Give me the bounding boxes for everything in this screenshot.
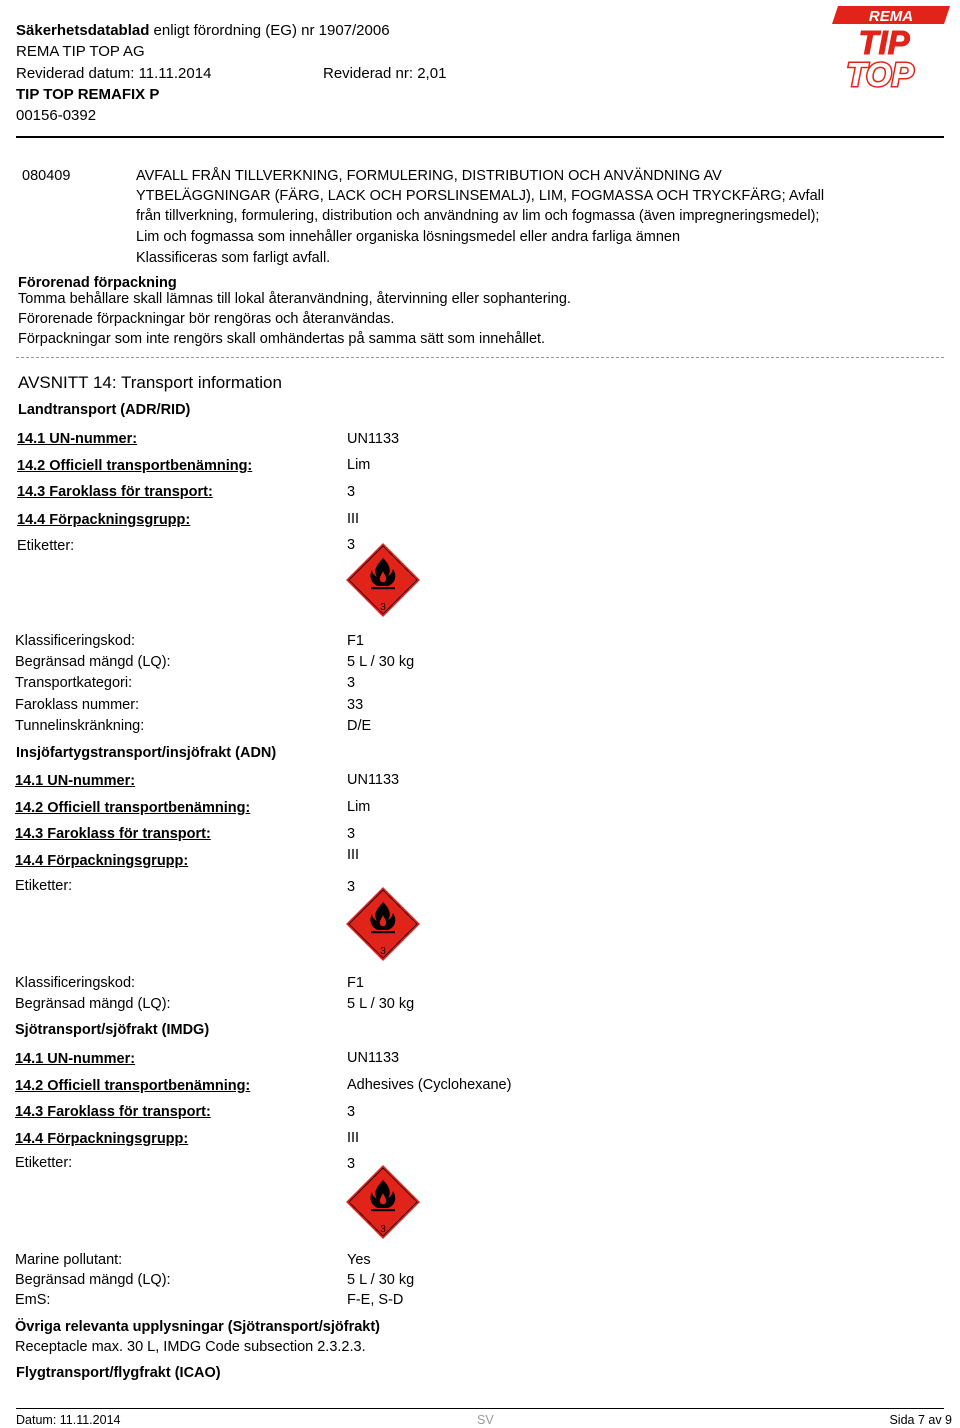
adr-name-value: Lim (347, 457, 371, 473)
adr-extra-label: Faroklass nummer: (15, 697, 140, 713)
imdg-group-label: 14.4 Förpackningsgrupp: (15, 1131, 189, 1147)
diamond-class-number: 3 (380, 1224, 386, 1235)
adr-extra-value: 33 (347, 697, 364, 713)
icao-title: Flygtransport/flygfrakt (ICAO) (16, 1365, 221, 1381)
packaging-line: Förorenade förpackningar bör rengöras och återanvändas. (18, 311, 395, 327)
adn-group-label: 14.4 Förpackningsgrupp: (15, 853, 189, 869)
header-rule (16, 136, 944, 138)
adr-extra-label: Klassificeringskod: (15, 633, 136, 649)
imdg-title: Sjötransport/sjöfrakt (IMDG) (15, 1022, 210, 1038)
footer-language: SV (477, 1413, 494, 1427)
adr-labels-key: Etiketter: (17, 538, 75, 554)
imdg-extra-value: F-E, S-D (347, 1292, 404, 1308)
footer-page-number: Sida 7 av 9 (889, 1413, 952, 1427)
company-name: REMA TIP TOP AG (16, 43, 145, 60)
adn-extra-value: F1 (347, 975, 364, 991)
diamond-class-number: 3 (380, 602, 386, 613)
adr-title: Landtransport (ADR/RID) (18, 402, 191, 418)
adr-extra-value: F1 (347, 633, 364, 649)
adr-group-value: III (347, 511, 360, 527)
document-title: Säkerhetsdatablad enligt förordning (EG) nr 1907/2006 (16, 22, 390, 39)
adr-un-value: UN1133 (347, 431, 400, 447)
product-name: TIP TOP REMAFIX P (16, 86, 160, 103)
imdg-extra-label: EmS: (15, 1292, 51, 1308)
waste-line: YTBELÄGGNINGAR (FÄRG, LACK OCH PORSLINSEMALJ), LIM, FOGMASSA OCH TRYCKFÄRG; Avfall (136, 188, 825, 204)
adr-extra-label: Transportkategori: (15, 675, 133, 691)
section-divider (16, 357, 944, 358)
footer-date: Datum: 11.11.2014 (16, 1413, 121, 1427)
packaging-title: Förorenad förpackning (18, 275, 177, 291)
logo-top-text: TOP (846, 56, 914, 92)
adn-class-value: 3 (347, 826, 356, 842)
product-code: 00156-0392 (16, 107, 97, 124)
packaging-line: Tomma behållare skall lämnas till lokal återanvändning, återvinning eller sophantering. (18, 291, 571, 307)
imdg-extra-label: Marine pollutant: (15, 1252, 123, 1268)
adr-group-label: 14.4 Förpackningsgrupp: (17, 512, 191, 528)
adn-extra-label: Klassificeringskod: (15, 975, 136, 991)
imdg-other-title: Övriga relevanta upplysningar (Sjötransport/sjöfrakt) (15, 1319, 380, 1335)
waste-line: AVFALL FRÅN TILLVERKNING, FORMULERING, DISTRIBUTION OCH ANVÄNDNING AV (136, 168, 722, 184)
adn-title: Insjöfartygstransport/insjöfrakt (ADN) (16, 745, 277, 761)
imdg-name-value: Adhesives (Cyclohexane) (347, 1077, 512, 1093)
logo-rema-text: REMA (868, 8, 914, 25)
imdg-group-value: III (347, 1130, 360, 1146)
imdg-class-value: 3 (347, 1104, 356, 1120)
adr-name-label: 14.2 Officiell transportbenämning: (17, 458, 253, 474)
section-title: AVSNITT 14: Transport information (18, 373, 282, 392)
flammable-hazard-diamond (343, 884, 423, 964)
flammable-hazard-diamond (343, 540, 423, 620)
imdg-extra-label: Begränsad mängd (LQ): (15, 1272, 171, 1288)
waste-line: från tillverkning, formulering, distribution och användning av lim och fogmassa (även impregneringsmedel); (136, 208, 820, 224)
adn-un-value: UN1133 (347, 772, 400, 788)
imdg-labels-value: 3 (347, 1156, 356, 1172)
imdg-extra-value: Yes (347, 1252, 371, 1268)
waste-line: Lim och fogmassa som innehåller organiska lösningsmedel eller andra farliga ämnen (136, 229, 681, 245)
adn-labels-value: 3 (347, 879, 356, 895)
adn-un-label: 14.1 UN-nummer: (15, 773, 136, 789)
adn-extra-value: 5 L / 30 kg (347, 996, 415, 1012)
imdg-other-text: Receptacle max. 30 L, IMDG Code subsection 2.3.2.3. (15, 1339, 366, 1355)
packaging-line: Förpackningar som inte rengörs skall omhändertas på samma sätt som innehållet. (18, 331, 546, 347)
adr-extra-label: Begränsad mängd (LQ): (15, 654, 171, 670)
waste-code: 080409 (22, 168, 71, 184)
flammable-hazard-diamond (343, 1162, 423, 1242)
adr-class-label: 14.3 Faroklass för transport: (17, 484, 213, 500)
revised-date: Reviderad datum: 11.11.2014 (16, 65, 212, 82)
adr-un-label: 14.1 UN-nummer: (17, 431, 138, 447)
imdg-un-value: UN1133 (347, 1050, 400, 1066)
adr-extra-label: Tunnelinskränkning: (15, 718, 145, 734)
adn-name-label: 14.2 Officiell transportbenämning: (15, 800, 251, 816)
adr-extra-value: 3 (347, 675, 356, 691)
imdg-un-label: 14.1 UN-nummer: (15, 1051, 136, 1067)
adn-name-value: Lim (347, 799, 371, 815)
adn-labels-key: Etiketter: (15, 878, 73, 894)
imdg-class-label: 14.3 Faroklass för transport: (15, 1104, 211, 1120)
diamond-class-number: 3 (380, 946, 386, 957)
imdg-extra-value: 5 L / 30 kg (347, 1272, 415, 1288)
adr-labels-value: 3 (347, 537, 356, 553)
adn-class-label: 14.3 Faroklass för transport: (15, 826, 211, 842)
adr-extra-value: 5 L / 30 kg (347, 654, 415, 670)
imdg-name-label: 14.2 Officiell transportbenämning: (15, 1078, 251, 1094)
revision-number: Reviderad nr: 2,01 (323, 65, 447, 82)
adn-group-value: III (347, 847, 360, 863)
logo-tip-text: TIP (858, 24, 910, 61)
imdg-labels-key: Etiketter: (15, 1155, 73, 1171)
adr-extra-value: D/E (347, 718, 372, 734)
rema-tip-top-logo (812, 4, 952, 92)
waste-line: Klassificeras som farligt avfall. (136, 250, 331, 266)
adr-class-value: 3 (347, 484, 356, 500)
adn-extra-label: Begränsad mängd (LQ): (15, 996, 171, 1012)
footer-rule (16, 1408, 944, 1409)
